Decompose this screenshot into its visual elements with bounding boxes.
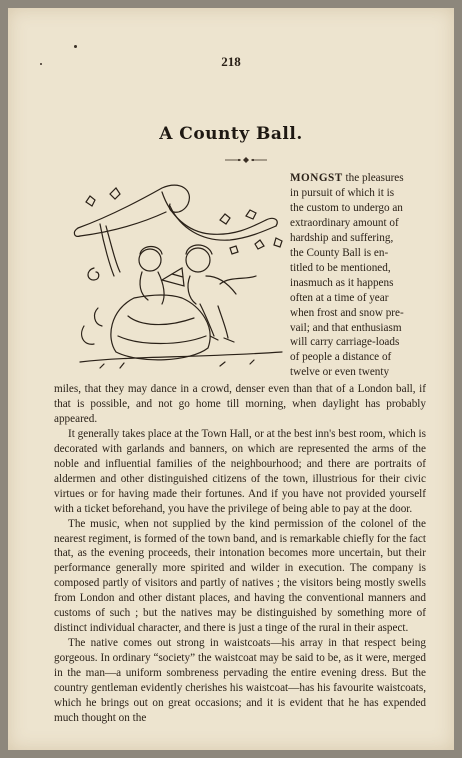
text-line: the custom to undergo an	[290, 201, 403, 214]
text-line: the County Ball is en-	[290, 246, 389, 259]
paragraph: The music, when not supplied by the kind permission of the colonel of the nearest regiment, is formed of the town band, and is remarkable chiefly for the fact that, as the evening proceeds, their intonation becomes more uncertain, but their performance generally more spirited and wilder in execution. The company is composed partly of visitors and partly of natives ; the visitors being mostly swells from London and other distant places, and having the conventional manners and customs of such ; but the natives may be distinguished by something more of distinct individual character, and there is just a tinge of the rural in their aspect.	[54, 517, 426, 635]
text-line: vail; and that enthusiasm	[290, 321, 402, 334]
chapter-title: A County Ball.	[159, 124, 303, 144]
text-line: in pursuit of which it is	[290, 186, 395, 199]
text-line: often at a time of year	[290, 291, 389, 304]
title-ornament	[223, 156, 269, 164]
text-line: will carry carriage-loads	[290, 336, 400, 349]
book-page	[8, 8, 454, 750]
paragraph: The native comes out strong in waistcoats—his array in that respect being gorgeous. In ordinary “society” the waistcoat may be said to be, as it were, merged in the man—a uniform sombreness pervading the entire evening dress. But the country gentleman evidently cherishes his waistcoat—has his favourite waistcoats, which he brings out on great occasions; and it is evident that he has expended much thought on the	[54, 637, 426, 724]
text-line: when frost and snow pre-	[290, 306, 404, 319]
text-line	[290, 171, 424, 186]
text-line-content: the pleasures	[342, 172, 404, 184]
body-text	[54, 382, 426, 726]
text-line: hardship and suffering,	[290, 231, 394, 244]
wrapped-text-column	[290, 171, 424, 380]
dancing-couple-illustration	[70, 176, 292, 374]
page-number: 218	[221, 54, 241, 69]
text-line: titled to be mentioned,	[290, 261, 391, 274]
text-line: inasmuch as it happens	[290, 276, 394, 289]
text-line: twelve or even twenty	[290, 366, 390, 379]
paragraph: miles, that they may dance in a crowd, denser even than that of a London ball, if that is possible, and not go home till morning, when daylight has probably appeared.	[54, 383, 426, 425]
text-line: extraordinary amount of	[290, 216, 399, 229]
opening-word: MONGST	[290, 172, 343, 184]
text-line: of people a distance of	[290, 351, 392, 364]
paragraph: It generally takes place at the Town Hall, or at the best inn's best room, which is decorated with garlands and banners, on which are represented the arms of the noble and influential families of the neighbourhood; and there are portraits of aldermen and other distinguished citizens of the town, illustrious for their civic virtues or for having made their fortunes. And if you have not provided yourself with a ticket beforehand, you have the privilege of being able to pay at the door.	[54, 427, 426, 515]
ink-speck	[74, 45, 77, 48]
